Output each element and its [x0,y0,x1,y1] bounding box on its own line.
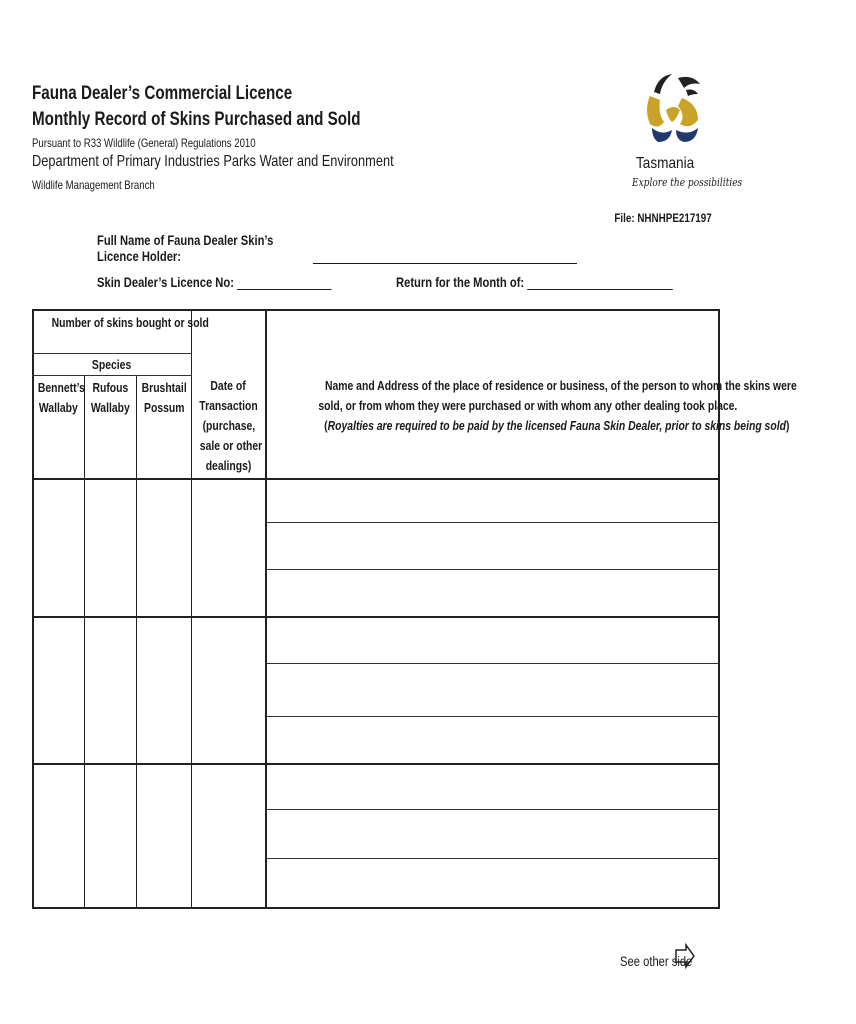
name-address-header: Name and Address of the place of residence or business, of the person to whom the skins were sold, or from whom they were purchased or with whom any other dealing took place. (Royalties are required to be paid by the licensed Fauna Skin Dealer, prior to skins being sold) [318,378,797,433]
licence-number-field[interactable] [97,274,337,290]
date-of-transaction-header: Date of Transaction (purchase, sale or other dealings) [199,378,263,473]
see-other-side-text: See other side [619,953,692,969]
branch-name: Wildlife Management Branch [32,178,155,192]
table-top-border [32,309,720,311]
table-bottom-border [32,907,720,909]
licence-number-input-line[interactable] [237,275,331,290]
address-line[interactable] [266,858,719,859]
address-line[interactable] [266,569,719,570]
address-line[interactable] [266,522,719,523]
logo-swoosh-small [686,90,698,97]
logo-gold-right [678,98,698,126]
logo-wordmark: Tasmania [636,155,695,172]
licence-holder-label: Full Name of Fauna Dealer Skin’s Licence Holder: [97,232,274,264]
logo-navy-right [676,128,698,142]
logo-tagline: Explore the possibilities [632,176,743,189]
return-month-field[interactable] [396,274,684,290]
species-header: Species [92,357,132,372]
return-month-input-line[interactable] [527,275,673,290]
logo-gold-left [647,96,664,127]
header-bottom-border [32,478,720,480]
block-separator-1 [32,616,720,618]
address-line[interactable] [266,663,719,664]
file-reference: File: NHNHPE217197 [614,211,712,225]
logo-gold-center [666,107,680,122]
licence-holder-input-line[interactable] [313,249,577,264]
royalties-note: Royalties are required to be paid by the licensed Fauna Skin Dealer, prior to skins being sold [327,418,786,433]
rufous-column-divider [136,375,137,909]
department-name: Department of Primary Industries Parks Water and Environment [32,153,394,170]
logo-navy-left [652,128,672,142]
group-header-bottom [32,353,192,354]
return-month-label: Return for the Month of: [396,274,525,290]
licence-number-label: Skin Dealer’s Licence No: [97,274,234,290]
block-separator-2 [32,763,720,765]
form-title: Fauna Dealer’s Commercial Licence [32,83,293,104]
species-bennetts-wallaby-header: Bennett’s Wallaby [37,380,85,415]
form-subtitle: Monthly Record of Skins Purchased and Sold [32,109,361,130]
logo-swoosh-right [678,77,700,88]
bennetts-column-divider [84,375,85,909]
address-line[interactable] [266,809,719,810]
species-brushtail-possum-header: Brushtail Possum [141,380,187,415]
regulation-reference: Pursuant to R33 Wildlife (General) Regulations 2010 [32,136,256,150]
licence-holder-field[interactable] [97,232,577,264]
address-line[interactable] [266,716,719,717]
species-header-bottom [32,375,192,376]
right-arrow-outline-icon [674,942,696,970]
skins-count-header: Number of skins bought or sold [51,315,209,330]
logo-swoosh-left [654,74,672,94]
species-rufous-wallaby-header: Rufous Wallaby [90,380,130,415]
